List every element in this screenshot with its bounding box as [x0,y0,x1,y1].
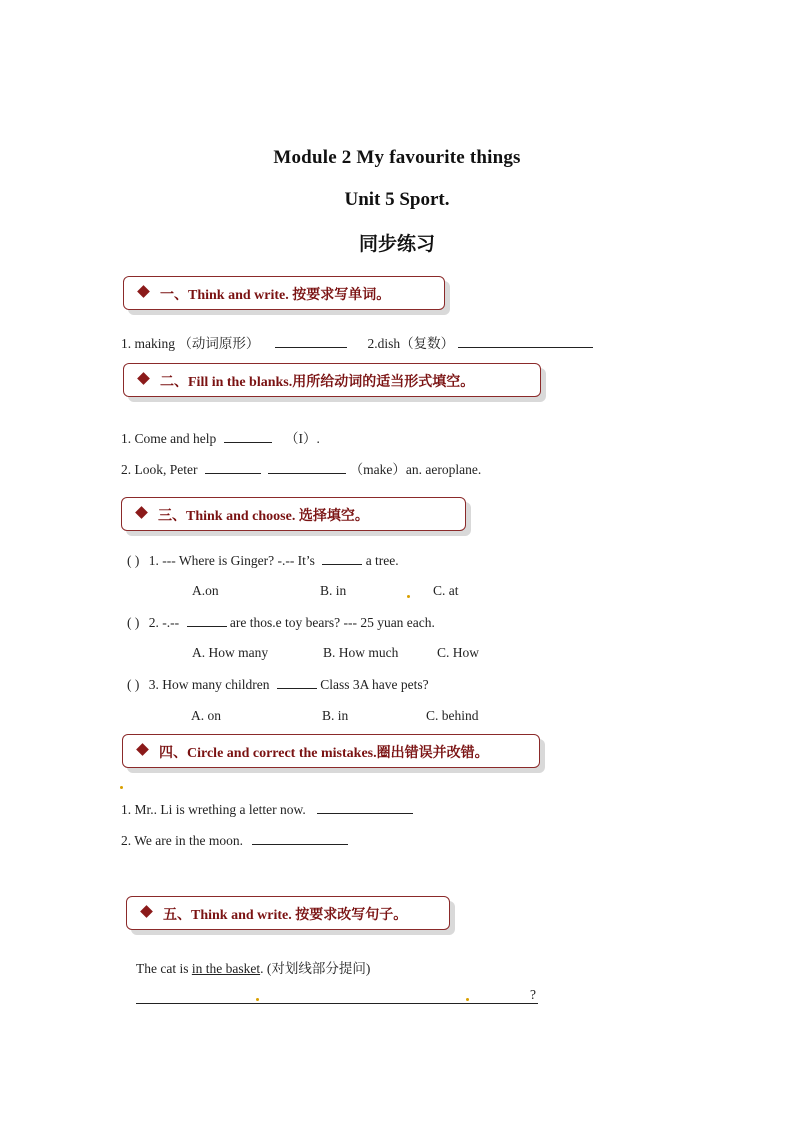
section-2-title: 二、Fill in the blanks.用所给动词的适当形式填空。 [160,375,475,390]
s3-q2-option-a: A. How many [192,645,269,660]
answer-blank[interactable] [252,832,348,845]
s2-q1-hint: （I）. [284,431,320,446]
s3-q2-text-end: are thos.e toy bears? --- 25 yuan each. [229,615,435,630]
s1-question-1 [121,332,593,352]
worksheet-subtitle: 同步练习 [358,233,435,255]
answer-paren[interactable]: ( ) [127,615,140,630]
s2-question-2 [121,458,481,478]
answer-blank[interactable] [187,614,227,627]
stray-dot [466,998,469,1001]
s1-q2-text: 2.dish（复数） [367,336,455,351]
s4-q1-text: 1. Mr.. Li is wrething a letter now. [121,802,306,817]
answer-blank[interactable] [224,430,272,443]
module-title: Module 2 My favourite things [273,147,521,168]
stray-dot [407,595,410,598]
s2-q2-hint: （make）an. aeroplane. [349,462,482,477]
diamond-bullet-icon [141,906,153,918]
section-2-header [123,363,541,397]
s3-question-3 [127,676,429,693]
section-5-header [126,896,450,930]
s3-q3-option-a: A. on [191,708,221,723]
s3-q3-text: 3. How many children [148,677,270,692]
s2-q1-text: 1. Come and help [121,431,217,446]
s1-q1-text: 1. making （动词原形） [121,336,260,351]
section-1-header [123,276,445,310]
answer-blank[interactable] [322,552,362,565]
section-3-header [121,497,466,531]
s5-underlined-phrase: in the basket [191,961,261,976]
s3-q1-option-a: A.on [192,583,219,598]
s3-q1-text: 1. --- Where is Ginger? -.-- It’s [148,553,315,568]
s3-q2-option-c: C. How [437,645,480,660]
diamond-bullet-icon [138,286,150,298]
section-4-title: 四、Circle and correct the mistakes.圈出错误并改错。 [159,746,489,761]
answer-blank[interactable] [268,461,346,474]
answer-blank[interactable] [275,335,347,348]
section-5-title: 五、Think and write. 按要求改写句子。 [163,908,408,923]
s4-question-1 [121,801,413,818]
s3-question-2 [127,614,435,631]
stray-dot [256,998,259,1001]
answer-blank[interactable] [205,461,261,474]
diamond-bullet-icon [138,373,150,385]
answer-paren[interactable]: ( ) [127,553,140,568]
s3-q2-option-b: B. How much [323,645,399,660]
diamond-bullet-icon [136,507,148,519]
s4-q2-text: 2. We are in the moon. [121,833,244,848]
section-3-title: 三、Think and choose. 选择填空。 [158,509,369,524]
s3-question-1 [127,552,399,569]
s5-answer-line[interactable] [136,1003,538,1004]
s3-q2-text: 2. -.-- [148,615,180,630]
s2-q2-text: 2. Look, Peter [121,462,198,477]
s5-question-mark: ? [530,987,536,1002]
s3-q1-option-b: B. in [320,583,347,598]
answer-paren[interactable]: ( ) [127,677,140,692]
s4-question-2 [121,832,348,849]
answer-blank[interactable] [317,801,413,814]
unit-title: Unit 5 Sport. [344,189,450,210]
section-4-header [122,734,540,768]
stray-dot [120,786,123,789]
s3-q1-text-end: a tree. [365,553,399,568]
s3-q3-option-c: C. behind [426,708,479,723]
s5-sentence-start: The cat is [136,961,189,976]
s2-question-1 [121,427,320,447]
answer-blank[interactable] [458,335,593,348]
s5-sentence [136,957,370,977]
s3-q3-text-end: Class 3A have pets? [320,677,429,692]
diamond-bullet-icon [137,744,149,756]
s3-q3-option-b: B. in [322,708,349,723]
answer-blank[interactable] [277,676,317,689]
section-1-title: 一、Think and write. 按要求写单词。 [160,288,391,303]
s3-q1-option-c: C. at [433,583,459,598]
s5-instruction: . (对划线部分提问) [260,961,371,976]
